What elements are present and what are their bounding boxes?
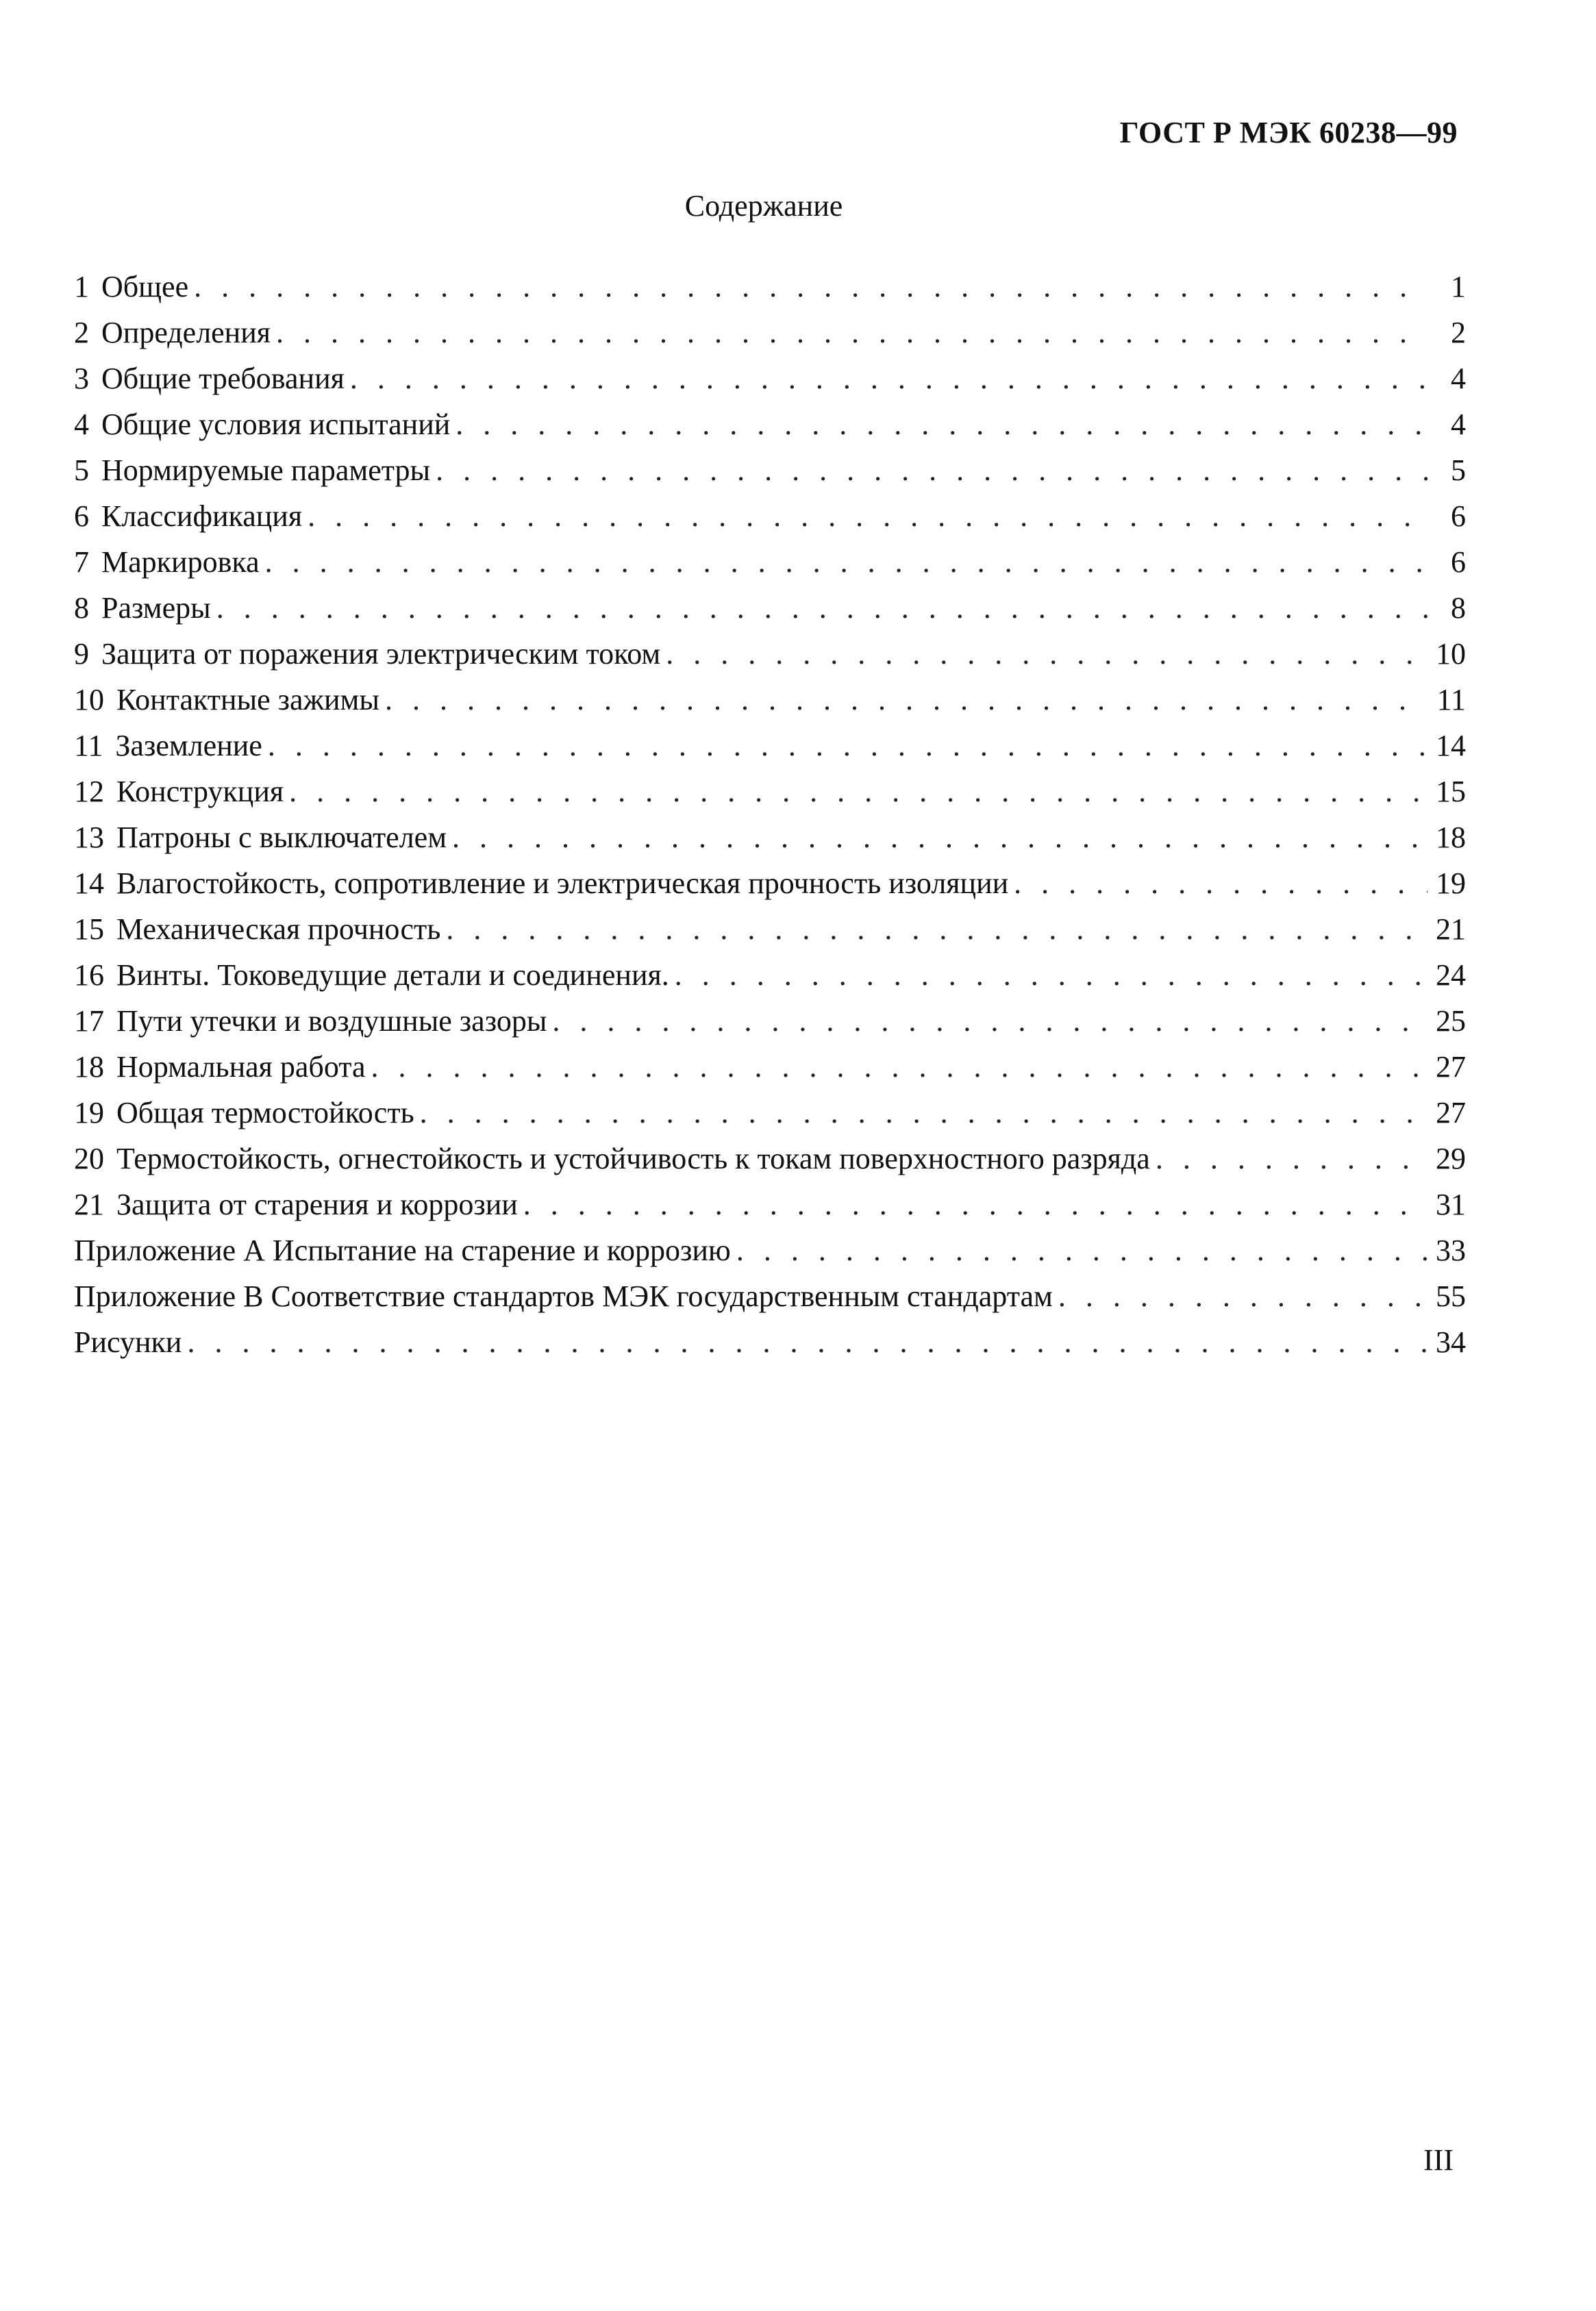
- toc-leader-dots: [216, 585, 1427, 631]
- toc-list: [74, 264, 1466, 1365]
- toc-entry-number: 6: [74, 499, 89, 533]
- toc-leader-dots: [1058, 1273, 1427, 1319]
- toc-entry-label: Маркировка: [101, 545, 260, 579]
- toc-entry: [74, 1227, 1466, 1273]
- toc-entry-label: Нормируемые параметры: [101, 453, 431, 487]
- toc-entry: [74, 1182, 1466, 1227]
- toc-leader-dots: [420, 1090, 1427, 1136]
- toc-entry-page: 1: [1451, 270, 1466, 303]
- toc-entry-label: Общее: [101, 270, 189, 303]
- toc-leader-dots: [452, 814, 1427, 860]
- toc-leader-dots: [187, 1319, 1427, 1365]
- toc-entry-page: 55: [1436, 1279, 1466, 1313]
- toc-leader-dots: [552, 998, 1427, 1044]
- toc-entry-page: 21: [1436, 912, 1466, 946]
- toc-entry-label: Нормальная работа: [116, 1050, 366, 1084]
- toc-entry-page: 33: [1436, 1234, 1466, 1267]
- toc-entry-number: 14: [74, 866, 104, 900]
- toc-leader-dots: [268, 723, 1427, 769]
- toc-entry-number: 13: [74, 821, 104, 854]
- toc-entry-label: Механическая прочность: [116, 912, 441, 946]
- toc-entry-number: 3: [74, 362, 89, 395]
- toc-entry-number: 21: [74, 1188, 104, 1221]
- toc-entry-page: 4: [1451, 408, 1466, 441]
- toc-entry-page: 5: [1451, 453, 1466, 487]
- toc-leader-dots: [1014, 860, 1427, 906]
- toc-entry-number: 17: [74, 1004, 104, 1038]
- toc-entry-page: 2: [1451, 316, 1466, 349]
- toc-entry: [74, 1273, 1466, 1319]
- toc-entry-page: 27: [1436, 1096, 1466, 1129]
- toc-entry-page: 8: [1451, 591, 1466, 625]
- toc-entry-label: Патроны с выключателем: [116, 821, 447, 854]
- document-code: ГОСТ Р МЭК 60238—99: [1119, 116, 1458, 149]
- toc-entry-label: Защита от поражения электрическим током: [101, 637, 661, 671]
- toc-entry-number: 19: [74, 1096, 104, 1129]
- toc-leader-dots: [371, 1044, 1427, 1090]
- toc-entry: [74, 1090, 1466, 1136]
- toc-entry-page: 25: [1436, 1004, 1466, 1038]
- toc-entry-page: 14: [1436, 729, 1466, 762]
- toc-leader-dots: [276, 310, 1427, 355]
- toc-entry-label: Приложение В Соответствие стандартов МЭК государственным стандартам: [74, 1279, 1053, 1313]
- toc-entry: [74, 723, 1466, 769]
- toc-entry-label: Винты. Токоведущие детали и соединения.: [116, 958, 669, 992]
- toc-entry-number: 11: [74, 729, 103, 762]
- toc-entry-page: 31: [1436, 1188, 1466, 1221]
- toc-entry: [74, 1136, 1466, 1182]
- toc-leader-dots: [265, 539, 1427, 585]
- toc-entry-page: 6: [1451, 545, 1466, 579]
- toc-entry-number: 16: [74, 958, 104, 992]
- toc-entry-label: Размеры: [101, 591, 211, 625]
- toc-leader-dots: [194, 264, 1427, 310]
- toc-entry-page: 27: [1436, 1050, 1466, 1084]
- toc-entry-label: Общая термостойкость: [116, 1096, 414, 1129]
- toc-entry: [74, 769, 1466, 814]
- toc-entry-label: Защита от старения и коррозии: [116, 1188, 518, 1221]
- toc-leader-dots: [456, 401, 1427, 447]
- toc-entry-label: Рисунки: [74, 1325, 182, 1359]
- toc-leader-dots: [446, 906, 1427, 952]
- toc-entry-number: 9: [74, 637, 89, 671]
- toc-entry-page: 34: [1436, 1325, 1466, 1359]
- toc-leader-dots: [308, 493, 1427, 539]
- toc-entry: [74, 585, 1466, 631]
- toc-entry-label: Классификация: [101, 499, 303, 533]
- toc-entry: [74, 998, 1466, 1044]
- toc-entry-number: 10: [74, 683, 104, 716]
- toc-entry: [74, 539, 1466, 585]
- toc-entry-label: Общие требования: [101, 362, 345, 395]
- page-number: III: [1423, 2143, 1454, 2177]
- toc-entry: [74, 310, 1466, 355]
- toc-leader-dots: [523, 1182, 1427, 1227]
- toc-entry: [74, 493, 1466, 539]
- toc-leader-dots: [675, 952, 1427, 998]
- toc-entry: [74, 355, 1466, 401]
- toc-entry-label: Пути утечки и воздушные зазоры: [116, 1004, 547, 1038]
- toc-entry-page: 24: [1436, 958, 1466, 992]
- toc-entry-page: 4: [1451, 362, 1466, 395]
- toc-entry-number: 18: [74, 1050, 104, 1084]
- toc-entry-number: 12: [74, 775, 104, 808]
- toc-entry-number: 7: [74, 545, 89, 579]
- toc-entry-page: 11: [1436, 683, 1466, 716]
- toc-entry-label: Общие условия испытаний: [101, 408, 451, 441]
- toc-entry-page: 19: [1436, 866, 1466, 900]
- toc-entry-page: 6: [1451, 499, 1466, 533]
- toc-entry: [74, 1044, 1466, 1090]
- toc-entry-label: Термостойкость, огнестойкость и устойчивость к токам поверхностного разряда: [116, 1142, 1150, 1175]
- toc-entry: [74, 814, 1466, 860]
- toc-entry: [74, 447, 1466, 493]
- toc-entry-number: 1: [74, 270, 89, 303]
- toc-entry-number: 8: [74, 591, 89, 625]
- toc-entry-number: 20: [74, 1142, 104, 1175]
- toc-entry-page: 18: [1436, 821, 1466, 854]
- toc-entry-number: 2: [74, 316, 89, 349]
- toc-entry: [74, 264, 1466, 310]
- toc-entry-label: Приложение А Испытание на старение и коррозию: [74, 1234, 731, 1267]
- toc-entry-label: Заземление: [115, 729, 262, 762]
- toc-entry: [74, 1319, 1466, 1365]
- toc-entry-label: Контактные зажимы: [116, 683, 379, 716]
- toc-leader-dots: [736, 1227, 1427, 1273]
- toc-leader-dots: [1156, 1136, 1427, 1182]
- toc-entry: [74, 906, 1466, 952]
- toc-leader-dots: [436, 447, 1427, 493]
- toc-entry-label: Влагостойкость, сопротивление и электрическая прочность изоляции: [116, 866, 1009, 900]
- toc-leader-dots: [385, 677, 1427, 723]
- toc-leader-dots: [289, 769, 1427, 814]
- toc-entry: [74, 952, 1466, 998]
- toc-entry-number: 4: [74, 408, 89, 441]
- toc-entry-page: 29: [1436, 1142, 1466, 1175]
- toc-leader-dots: [666, 631, 1427, 677]
- toc-entry-number: 15: [74, 912, 104, 946]
- toc-entry: [74, 677, 1466, 723]
- toc-entry: [74, 631, 1466, 677]
- toc-entry-label: Определения: [101, 316, 271, 349]
- toc-leader-dots: [350, 355, 1427, 401]
- toc-entry: [74, 401, 1466, 447]
- toc-entry-page: 10: [1436, 637, 1466, 671]
- toc-entry-label: Конструкция: [116, 775, 284, 808]
- toc-entry-page: 15: [1436, 775, 1466, 808]
- toc-entry-number: 5: [74, 453, 89, 487]
- toc-title: Содержание: [684, 189, 843, 223]
- toc-entry: [74, 860, 1466, 906]
